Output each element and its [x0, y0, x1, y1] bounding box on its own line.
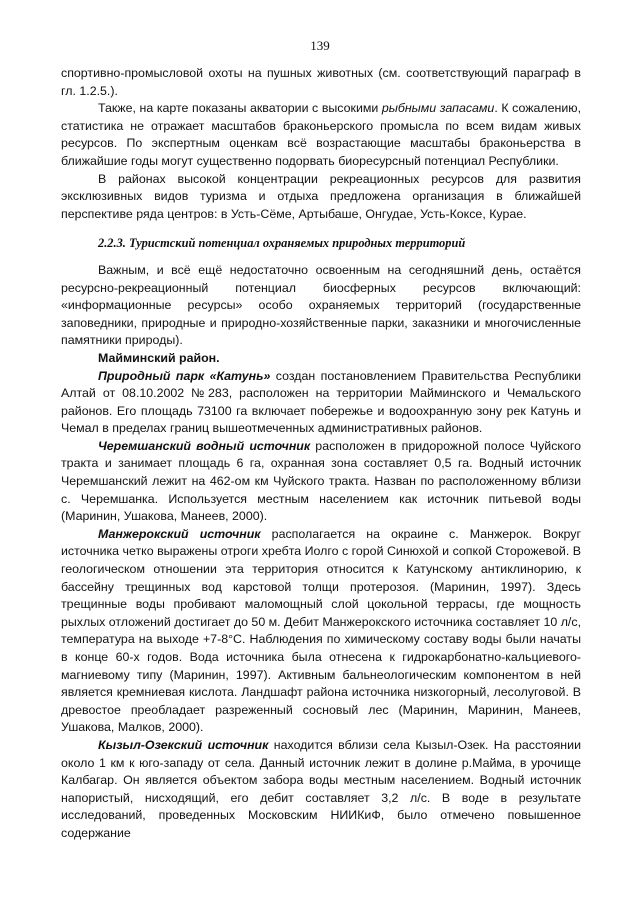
page-number: 139 — [310, 38, 330, 53]
paragraph-fish-stocks — [61, 100, 581, 170]
text-run: расположен в придорожной полосе Чуйского тракта и занимает площадь 6 га, охранная зона составляет 0,5 га. Водный источник Черемшанский лежит на 462-ом км Чуйского тракта. Назван по расположенному вблизи с. Черемшанка. Используется местным населением как источник питьевой воды (Маринин, Ушакова, Манеев, 2000). — [61, 438, 582, 524]
paragraph-kyzyl-ozek-spring — [61, 737, 581, 843]
page-body — [61, 65, 581, 843]
paragraph-protected-areas: Важным, и всё ещё недостаточно освоенным на сегодняшний день, остаётся ресурсно-рекреационный потенциал биосферных ресурсов включающий: «информационные ресурсы» особо охраняемых территорий (государственные заповедники, природные и природно-хозяйственные парки, заказники и многочисленные памятники природы). — [61, 262, 581, 348]
district-heading: Майминский район. — [98, 350, 220, 365]
section-heading: 2.2.3. Туристский потенциал охраняемых природных территорий — [98, 236, 466, 251]
paragraph-katun-park — [61, 368, 581, 438]
text-run: находится вблизи села Кызыл-Озек. На расстоянии около 1 км к юго-западу от села. Данный источник лежит в долине р.Майма, в урочище Калбагар. Он является объектом забора воды местным населением. Водный источник напористый, нисходящий, его дебит составляет 3,2 л/с. В воде в результате исследований, проведенных Московским НИИКиФ, было отмечено повышенное содержание — [61, 737, 581, 840]
term-cheremshanka-spring: Черемшанский водный источник — [98, 438, 311, 453]
term-katun-park: Природный парк «Катунь» — [98, 368, 271, 383]
paragraph-hunting: спортивно-промысловой охоты на пушных животных (см. соответствующий параграф в гл. 1.2.5.). — [61, 66, 581, 98]
text-run: . К сожалению, статистика не отражает масштабов браконьерского промысла по всем видам живых ресурсов. По экспертным оценкам всё возрастающие масштабы браконьерства в ближайшие годы могут существенно подорвать биоресурсный потенциал Республики. — [61, 101, 582, 168]
paragraph-cheremshanka-spring — [61, 438, 581, 526]
paragraph-manzherok-spring — [61, 526, 581, 737]
emphasis-fish-stocks: рыбными запасами — [381, 101, 495, 116]
text-run: Также, на карте показаны акватории с высокими — [98, 101, 382, 116]
text-run: располагается на окраине с. Манжерок. Вокруг источника четко выражены отроги хребта Иолго с горой Синюхой и сопкой Сторожевой. В геологическом отношении эта территория относится к Катунскому антиклинорию, к бассейну трещинных вод карстовой толщи протерозоя. (Маринин, 1997). Здесь трещинные воды пробивают маломощный слой цокольной террасы, где мощность рыхлых отложений достигает до 50 м. Дебит Манжерокского источника составляет 10 л/с, температура на выходе +7-8°С. Наблюдения по химическому составу воды были начаты в конце 60-х годов. Вода источника была отнесена к гидрокарбонатно-кальциевого-магниевому типу (Маринин, 1997). Активным бальнеологическим компонентом в ней является кремниевая кислота. Ландшафт района источника низкогорный, лесолуговой. В древостое преобладает разреженный сосновый лес (Маринин, Маринин, Манеев, Ушакова, Малков, 2000). — [61, 526, 582, 735]
text-run: создан постановлением Правительства Республики Алтай от 08.10.2002 №283, расположен на территории Майминского и Чемальского районов. Его площадь 73100 га включает побережье и водоохранную зону рек Катунь и Чемал в пределах границ вышеотмеченных административных районов. — [61, 368, 582, 436]
term-kyzyl-ozek-spring: Кызыл-Озекский источник — [98, 737, 269, 752]
term-manzherok-spring: Манжерокский источник — [98, 526, 261, 541]
paragraph-tourism-centers: В районах высокой концентрации рекреационных ресурсов для развития эксклюзивных видов туризма и отдыха предложена организация в ближайшей перспективе ряда центров: в Усть-Сёме, Артыбаше, Онгудае, Усть-Коксе, Курае. — [61, 171, 581, 221]
